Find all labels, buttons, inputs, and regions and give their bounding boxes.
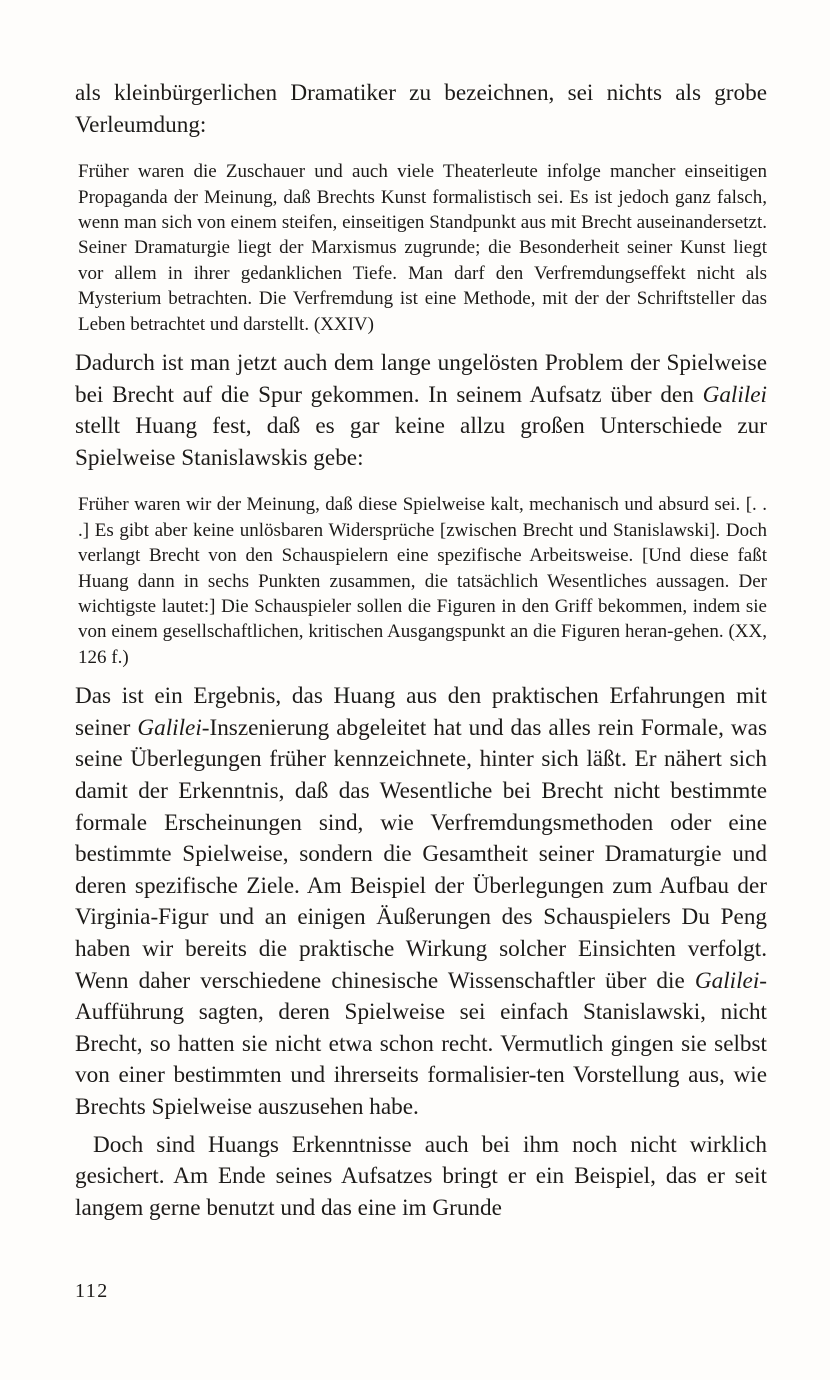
body-paragraph-1: als kleinbürgerlichen Dramatiker zu bezeichnen, sei nichts als grobe Verleumdung: bbox=[75, 80, 767, 138]
text-run: -Aufführung sagten, deren Spielweise sei einfach Stanislawski, nicht Brecht, so hatten sie nicht etwa schon recht. Vermutlich gingen sie selbst von einer bestimmten und ihrerseits formalisier-ten Vorstellung aus, wie Brechts Spielweise auszusehen habe. bbox=[75, 967, 767, 1120]
text-run: Das ist ein Ergebnis, das Huang aus den praktischen Erfahrungen mit seiner bbox=[75, 683, 767, 741]
text-run: stellt Huang fest, daß es gar keine allzu großen Unterschiede zur Spielweise Stanislawskis gebe: bbox=[75, 413, 767, 471]
title-galilei: Galilei bbox=[137, 714, 202, 741]
block-quote-2: Früher waren wir der Meinung, daß diese Spielweise kalt, mechanisch und absurd sei. [. . .] Es gibt aber keine unlösbaren Widersprüche [zwischen Brecht und Stanislawski]. Doch verlangt Brecht von den Schauspielern eine spezifische Arbeitsweise. [Und diese faßt Huang dann in sechs Punkten zusammen, die tatsächlich Wesentliches aussagen. Der wichtigste lautet:] Die Schauspieler sollen die Figuren in den Griff bekommen, indem sie von einem gesellschaftlichen, kritischen Ausgangspunkt an die Figuren heran-gehen. (XX, 126 f.) bbox=[78, 494, 767, 668]
title-galilei: Galilei bbox=[702, 381, 767, 408]
page-number: 112 bbox=[75, 1280, 109, 1302]
text-run: -Inszenierung abgeleitet hat und das alles rein Formale, was seine Überlegungen früher kennzeichnete, hinter sich läßt. Er nähert sich damit der Erkenntnis, daß das Wesentliche bei Brecht nicht bestimmte formale Erscheinungen sind, wie Verfremdungsmethoden oder eine bestimmte Spielweise, sondern die Gesamtheit seiner Dramaturgie und deren spezifische Ziele. Am Beispiel der Überlegungen zum Aufbau der Virginia-Figur und an einigen Äußerungen des Schauspielers Du Peng haben wir bereits die praktische Wirkung solcher Einsichten verfolgt. Wenn daher verschiedene chinesische Wissenschaftler über die bbox=[75, 714, 767, 994]
body-paragraph-2 bbox=[75, 348, 767, 474]
text-run: Dadurch ist man jetzt auch dem lange ungelösten Problem der Spielweise bei Brecht auf die Spur gekommen. In seinem Aufsatz über den bbox=[75, 350, 767, 408]
title-galilei: Galilei bbox=[694, 967, 760, 994]
block-quote-1: Früher waren die Zuschauer und auch viele Theaterleute infolge mancher einseitigen Propaganda der Meinung, daß Brechts Kunst formalistisch sei. Es ist jedoch ganz falsch, wenn man sich von einem steifen, einseitigen Standpunkt aus mit Brecht auseinandersetzt. Seiner Dramaturgie liegt der Marxismus zugrunde; die Besonderheit seiner Kunst liegt vor allem in ihrer gedanklichen Tiefe. Man darf den Verfremdungseffekt nicht als Mysterium betrachten. Die Verfremdung ist eine Methode, mit der der Schriftsteller das Leben betrachtet und darstellt. (XXIV) bbox=[78, 161, 767, 335]
page-body bbox=[75, 78, 767, 1224]
body-paragraph-3 bbox=[75, 681, 767, 1123]
body-paragraph-4: Doch sind Huangs Erkenntnisse auch bei ihm noch nicht wirklich gesichert. Am Ende seines Aufsatzes bringt er ein Beispiel, das er seit langem gerne benutzt und das eine im Grunde bbox=[75, 1131, 767, 1221]
